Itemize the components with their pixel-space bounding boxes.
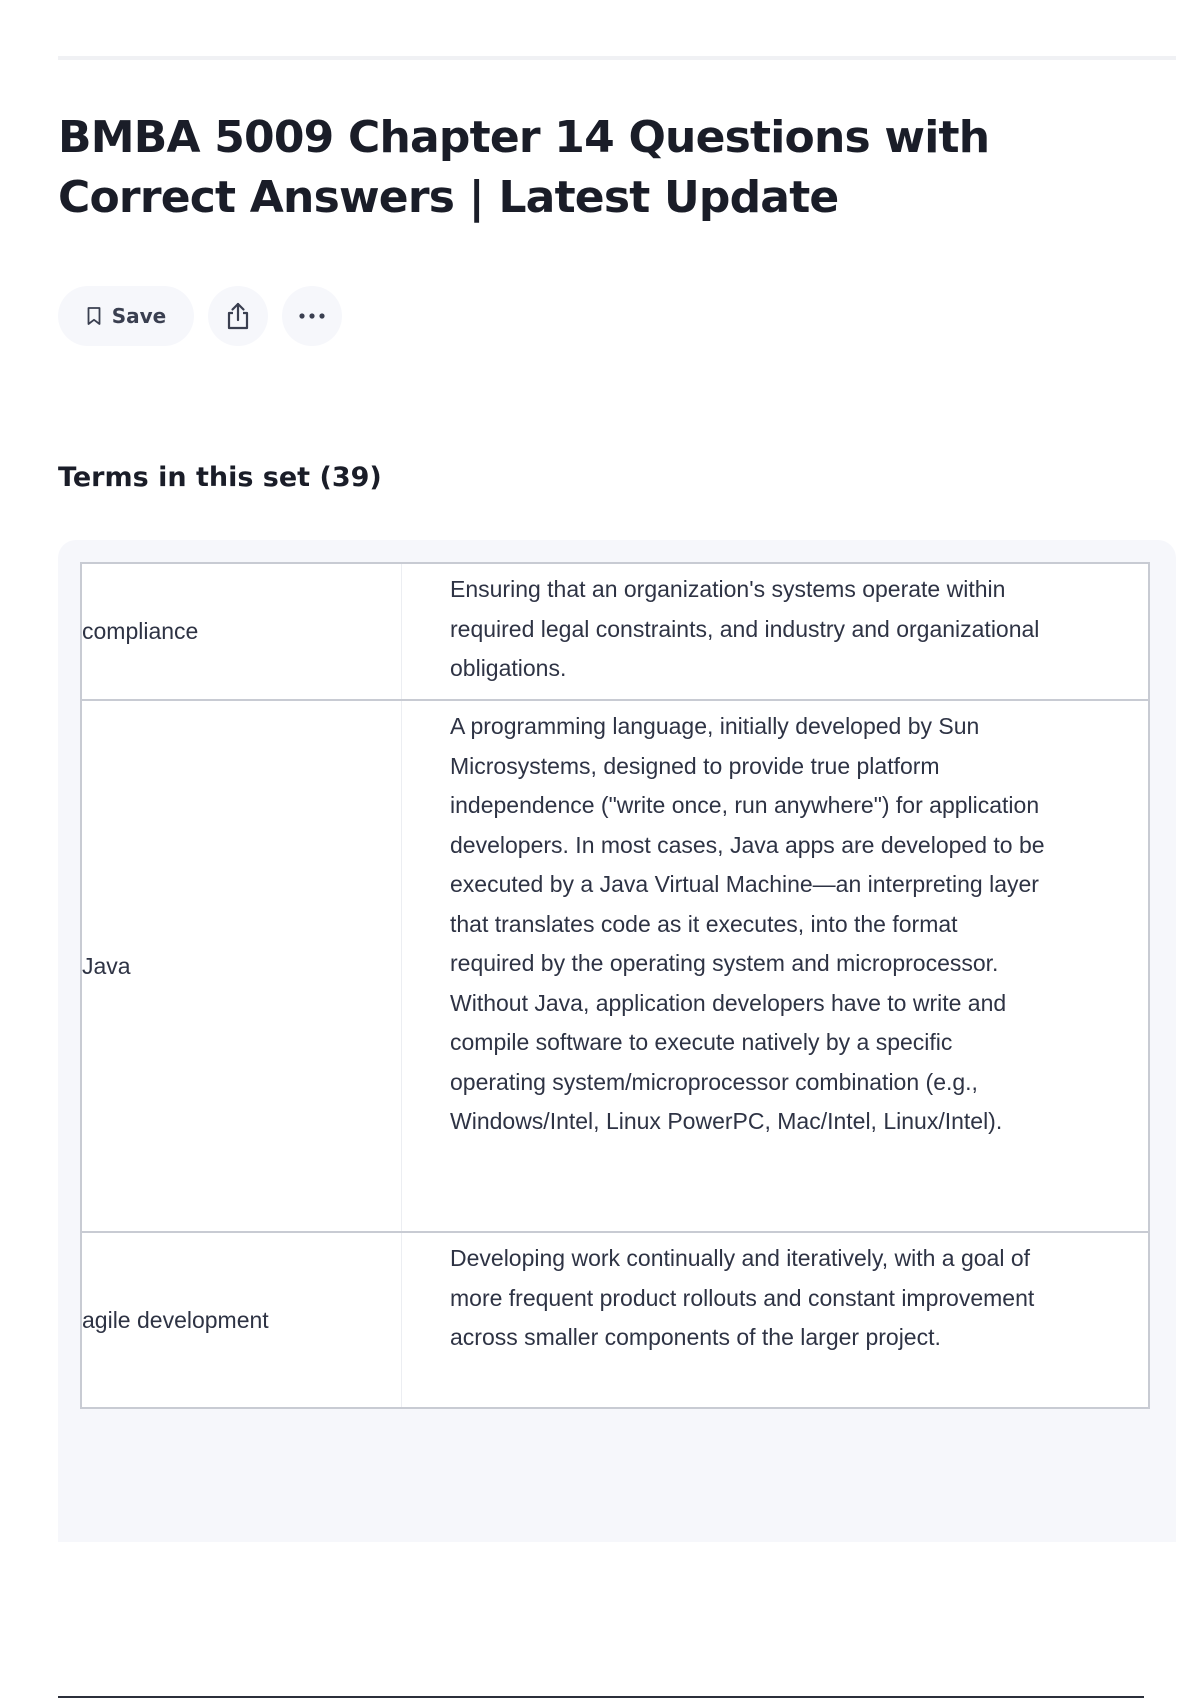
term-row <box>82 701 1148 1233</box>
term-text: compliance <box>82 564 402 699</box>
definition-text: Developing work continually and iteratively, with a goal of more frequent product rollouts and constant improvement across smaller components of the larger project. <box>450 1245 1035 1350</box>
share-icon <box>224 301 252 331</box>
page-title: BMBA 5009 Chapter 14 Questions with Correct Answers | Latest Update <box>58 112 990 223</box>
more-dots-icon <box>297 312 327 320</box>
term-text: agile development <box>82 1233 402 1407</box>
share-button[interactable] <box>208 286 268 346</box>
save-label: Save <box>111 304 167 328</box>
terms-table <box>80 562 1150 1409</box>
term-text: Java <box>82 701 402 1231</box>
action-toolbar <box>58 286 342 346</box>
definition-text: A programming language, initially developed by Sun Microsystems, designed to provide true platform independence ("write once, run anywhere") for application developers. In most cases, Java apps are developed to be executed by a Java Virtual Machine—an interpreting layer that translates code as it executes, into the format required by the operating system and microprocessor. Without Java, application developers have to write and compile software to execute natively by a specific operating system/microprocessor combination (e.g., Windows/Intel, Linux PowerPC, Mac/Intel, Linux/Intel). <box>450 713 1045 1134</box>
more-options-button[interactable] <box>282 286 342 346</box>
terms-panel <box>58 540 1176 1542</box>
term-row <box>82 1233 1148 1407</box>
save-button[interactable] <box>58 286 194 346</box>
bookmark-icon <box>86 306 102 326</box>
top-divider <box>58 56 1176 60</box>
bottom-divider <box>58 1696 1144 1698</box>
term-row <box>82 564 1148 701</box>
terms-heading: Terms in this set (39) <box>58 462 382 493</box>
definition-text: Ensuring that an organization's systems operate within required legal constraints, and industry and organizational obligations. <box>450 576 1040 681</box>
